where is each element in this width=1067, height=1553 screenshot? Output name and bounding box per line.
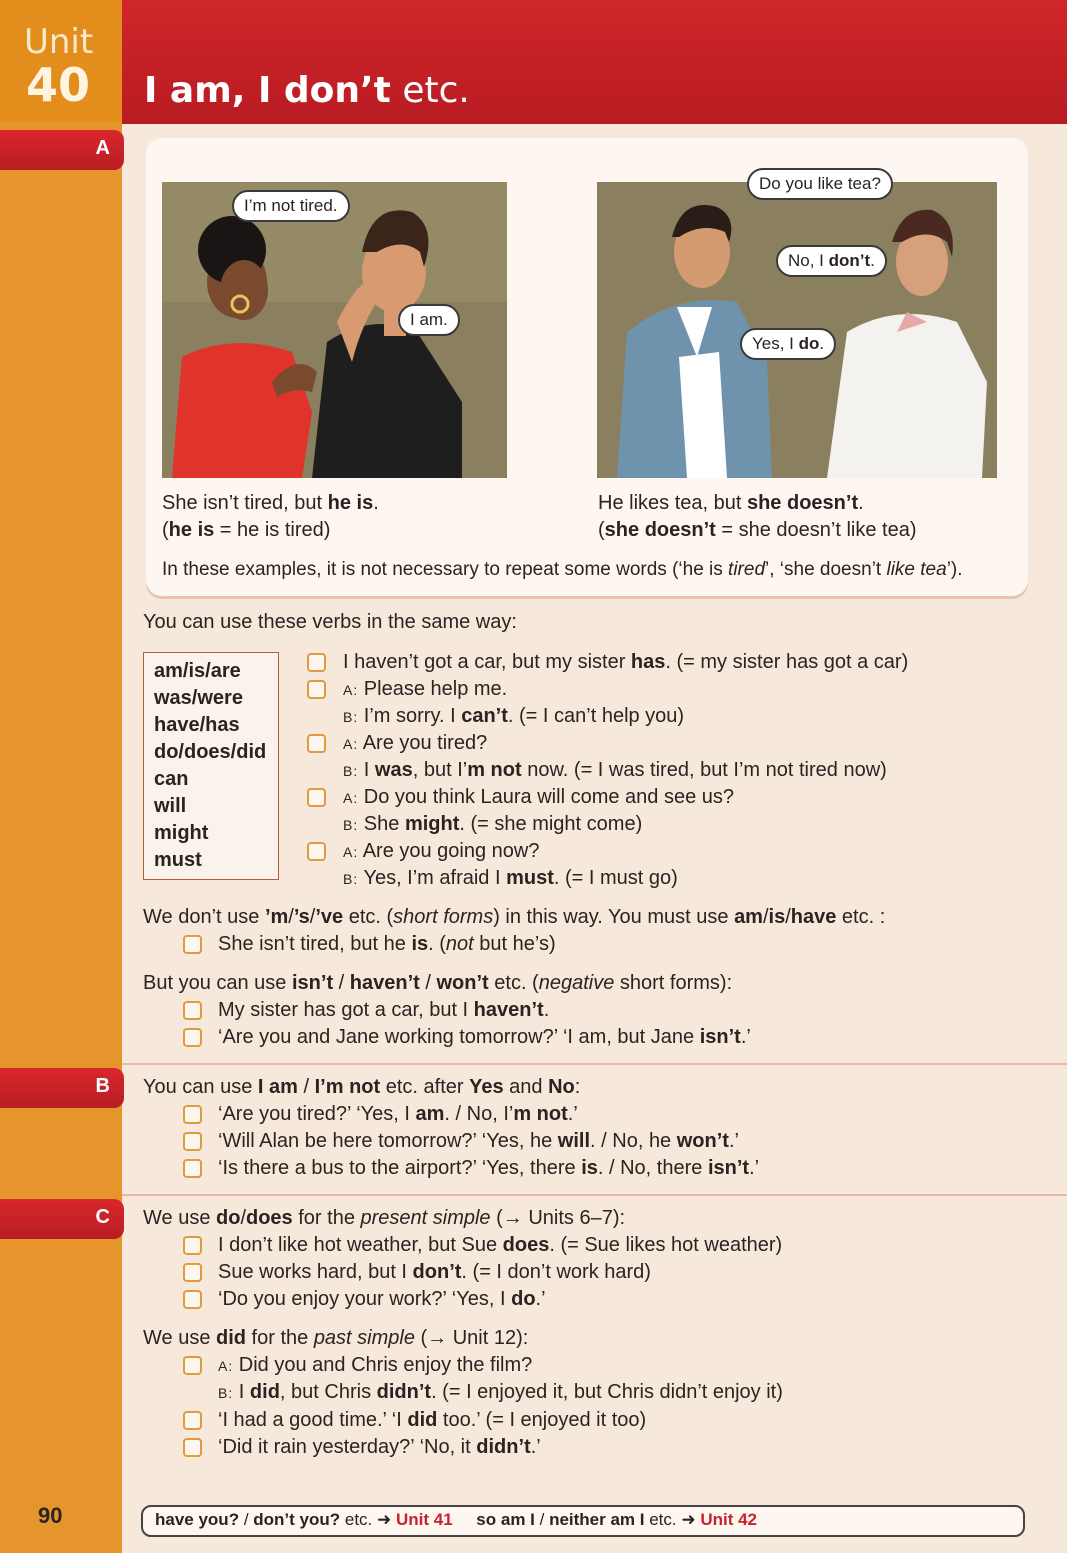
example-text: I bbox=[238, 1381, 250, 1403]
speaker-label: B: bbox=[343, 817, 359, 833]
example-text: . (= I must go) bbox=[553, 867, 678, 889]
caption-left-1 bbox=[162, 490, 379, 517]
caption-text: He likes tea, but bbox=[598, 492, 747, 514]
example-line bbox=[343, 811, 642, 839]
section-letter-c: C bbox=[95, 1206, 110, 1228]
rule-text: / bbox=[333, 972, 350, 994]
rule-text: etc. after bbox=[380, 1076, 470, 1098]
xref-bold: have you? bbox=[155, 1510, 240, 1529]
example-text: I bbox=[363, 759, 375, 781]
example-checkbox[interactable] bbox=[183, 1263, 202, 1282]
example-checkbox[interactable] bbox=[183, 1028, 202, 1047]
section-tab-c bbox=[0, 1199, 124, 1239]
rule-bold: I’m not bbox=[314, 1076, 381, 1098]
example-text: ‘Are you tired?’ ‘Yes, I bbox=[218, 1103, 416, 1125]
example-bold: has bbox=[630, 651, 666, 673]
speaker-label: B: bbox=[218, 1385, 234, 1401]
note-text: ’). bbox=[946, 559, 963, 580]
example-line bbox=[343, 703, 684, 731]
note-text: ’, ‘she doesn’t bbox=[765, 559, 887, 580]
example-text: .’ bbox=[740, 1026, 751, 1048]
speaker-label: A: bbox=[218, 1358, 234, 1374]
cross-reference-box bbox=[141, 1505, 1025, 1537]
example-text: .’ bbox=[530, 1436, 541, 1458]
example-text: now. (= I was tired, but I’m not tired now) bbox=[521, 759, 887, 781]
verb-item: have/has bbox=[154, 714, 240, 736]
example-text: ‘Are you and Jane working tomorrow?’ ‘I am, but Jane bbox=[218, 1026, 700, 1048]
example-line bbox=[218, 1259, 651, 1286]
speech-bubble-i-am: I am. bbox=[398, 304, 460, 336]
example-bold: didn’t bbox=[376, 1381, 432, 1403]
example-line bbox=[218, 1101, 578, 1128]
rule-text: / bbox=[240, 1207, 246, 1229]
xref-text: etc. bbox=[340, 1510, 377, 1529]
example-checkbox[interactable] bbox=[183, 1159, 202, 1178]
example-text: Sue works hard, but I bbox=[218, 1261, 413, 1283]
example-text: I’m sorry. I bbox=[363, 705, 462, 727]
example-bold: did bbox=[407, 1409, 438, 1431]
verbs-intro: You can use these verbs in the same way: bbox=[143, 611, 517, 633]
rule-bold: won’t bbox=[436, 972, 489, 994]
example-text: I haven’t got a car, but my sister bbox=[343, 651, 631, 673]
example-checkbox[interactable] bbox=[307, 842, 326, 861]
example-text: . / No, I’ bbox=[444, 1103, 514, 1125]
example-line bbox=[343, 649, 908, 676]
example-bold: isn’t bbox=[707, 1157, 750, 1179]
xref-text: / bbox=[239, 1510, 254, 1529]
verb-item: might bbox=[154, 822, 209, 844]
example-bold: m not bbox=[467, 759, 522, 781]
verb-item: do/does/did bbox=[154, 741, 267, 763]
rule-text: But you can use bbox=[143, 972, 292, 994]
example-text: .’ bbox=[567, 1103, 578, 1125]
caption-text: . bbox=[373, 492, 379, 514]
rule-text: / bbox=[288, 906, 294, 928]
rule-bold: Yes bbox=[469, 1076, 504, 1098]
rule-bold: ’m bbox=[264, 906, 289, 928]
example-checkbox[interactable] bbox=[307, 653, 326, 672]
example-text: Are you tired? bbox=[362, 732, 488, 754]
page-number: 90 bbox=[38, 1503, 63, 1528]
speaker-label: A: bbox=[343, 844, 359, 860]
note-italic: like tea bbox=[886, 559, 947, 580]
example-text: . / No, he bbox=[590, 1130, 677, 1152]
example-text: . ( bbox=[428, 933, 446, 955]
rule-bold: do bbox=[216, 1207, 241, 1229]
rule-bold: have bbox=[790, 906, 837, 928]
rule-text: / bbox=[785, 906, 791, 928]
rule-bold: haven’t bbox=[349, 972, 420, 994]
rule-text: etc. ( bbox=[488, 972, 539, 994]
speech-bubble-not-tired: I’m not tired. bbox=[232, 190, 350, 222]
xref-bold: don’t you? bbox=[253, 1510, 341, 1529]
caption-text: = she doesn’t like tea) bbox=[715, 519, 917, 541]
section-divider bbox=[122, 1194, 1067, 1196]
rule-bold: did bbox=[216, 1327, 246, 1349]
example-text: , but I’ bbox=[412, 759, 468, 781]
bubble-text: . bbox=[870, 251, 875, 270]
verb-item: can bbox=[154, 768, 189, 790]
example-text: She isn’t tired, but he bbox=[218, 933, 412, 955]
example-text: ‘Do you enjoy your work?’ ‘Yes, I bbox=[218, 1288, 512, 1310]
caption-text: She isn’t tired, but bbox=[162, 492, 328, 514]
section-tab-a bbox=[0, 130, 124, 170]
speaker-label: A: bbox=[343, 736, 359, 752]
rule-bold: am bbox=[734, 906, 763, 928]
example-text: . (= Sue likes hot weather) bbox=[549, 1234, 783, 1256]
example-bold: am bbox=[415, 1103, 445, 1125]
example-line bbox=[218, 1286, 546, 1313]
caption-bold: she doesn’t bbox=[746, 492, 859, 514]
example-bold: will bbox=[557, 1130, 591, 1152]
xref-text: / bbox=[534, 1510, 550, 1529]
speaker-label: B: bbox=[343, 871, 359, 887]
example-bold: might bbox=[404, 813, 460, 835]
caption-left-2 bbox=[162, 517, 330, 544]
example-bold: is bbox=[411, 933, 429, 955]
example-checkbox[interactable] bbox=[307, 788, 326, 807]
xref-text: etc. bbox=[644, 1510, 682, 1529]
caption-text: . bbox=[858, 492, 864, 514]
example-bold: did bbox=[249, 1381, 280, 1403]
example-text: . (= she might come) bbox=[459, 813, 643, 835]
example-checkbox[interactable] bbox=[307, 680, 326, 699]
example-bold: isn’t bbox=[699, 1026, 741, 1048]
rule-italic: present simple bbox=[360, 1207, 491, 1229]
section-letter-a: A bbox=[95, 137, 110, 159]
example-checkbox[interactable] bbox=[183, 1105, 202, 1124]
speaker-label: A: bbox=[343, 790, 359, 806]
example-line bbox=[218, 1434, 541, 1461]
rule-text: / bbox=[762, 906, 769, 928]
arrow-icon: ➜ bbox=[377, 1510, 392, 1529]
example-line bbox=[343, 676, 507, 704]
example-checkbox[interactable] bbox=[183, 1411, 202, 1430]
rule-text: short forms): bbox=[614, 972, 733, 994]
verb-item: am/is/are bbox=[154, 660, 241, 682]
unit-number: 40 bbox=[26, 58, 91, 112]
verb-item: will bbox=[154, 795, 187, 817]
unit-label: Unit bbox=[24, 22, 94, 62]
example-bold: must bbox=[506, 867, 554, 889]
title-main: I am, I don’t bbox=[144, 70, 391, 111]
rule-bold: ’s bbox=[293, 906, 310, 928]
example-checkbox[interactable] bbox=[183, 1438, 202, 1457]
cross-reference-text bbox=[155, 1507, 757, 1533]
section-letter-b: B bbox=[95, 1075, 110, 1097]
example-line bbox=[343, 730, 487, 758]
rule-italic: negative bbox=[538, 972, 615, 994]
bubble-text: . bbox=[819, 334, 825, 353]
caption-bold: he is bbox=[327, 492, 374, 514]
rule-text: / bbox=[297, 1076, 315, 1098]
caption-text: ( bbox=[598, 519, 605, 541]
example-bold: can’t bbox=[461, 705, 508, 727]
section-c-intro-2 bbox=[143, 1325, 528, 1352]
example-text: too.’ (= I enjoyed it too) bbox=[437, 1409, 647, 1431]
example-text: ‘Is there a bus to the airport?’ ‘Yes, there bbox=[218, 1157, 582, 1179]
example-text: .’ bbox=[749, 1157, 760, 1179]
short-forms-rule bbox=[143, 904, 885, 931]
rule-text: (→ Units 6–7): bbox=[490, 1207, 626, 1229]
rule-text: / bbox=[419, 972, 437, 994]
section-b-intro bbox=[143, 1074, 580, 1101]
example-bold: don’t bbox=[412, 1261, 462, 1283]
caption-right-2 bbox=[598, 517, 917, 544]
rule-bold: isn’t bbox=[291, 972, 334, 994]
example-line bbox=[343, 784, 734, 812]
xref-bold: neither am I bbox=[549, 1510, 645, 1529]
example-bold: m not bbox=[513, 1103, 568, 1125]
example-checkbox[interactable] bbox=[183, 1356, 202, 1375]
rule-text: (→ Unit 12): bbox=[414, 1327, 529, 1349]
link-unit-42[interactable]: Unit 42 bbox=[700, 1510, 758, 1529]
rule-bold: ’ve bbox=[315, 906, 344, 928]
example-text: Did you and Chris enjoy the film? bbox=[238, 1354, 533, 1376]
example-text: but he’s) bbox=[473, 933, 556, 955]
example-line bbox=[218, 1379, 783, 1407]
example-line bbox=[343, 757, 887, 785]
example-text: Do you think Laura will come and see us? bbox=[363, 786, 735, 808]
example-text: Please help me. bbox=[363, 678, 508, 700]
caption-right-1 bbox=[598, 490, 864, 517]
note-italic: tired bbox=[728, 559, 766, 580]
example-text: . (= I can’t help you) bbox=[507, 705, 685, 727]
rule-text: and bbox=[503, 1076, 549, 1098]
example-text: .’ bbox=[728, 1130, 739, 1152]
example-checkbox[interactable] bbox=[183, 1001, 202, 1020]
speaker-label: B: bbox=[343, 763, 359, 779]
page-title bbox=[144, 70, 470, 111]
caption-text: = he is tired) bbox=[214, 519, 331, 541]
example-text: Are you going now? bbox=[362, 840, 540, 862]
example-text: ‘Did it rain yesterday?’ ‘No, it bbox=[218, 1436, 477, 1458]
example-checkbox[interactable] bbox=[183, 935, 202, 954]
rule-text: for the bbox=[246, 1327, 314, 1349]
verb-item: was/were bbox=[154, 687, 243, 709]
example-line bbox=[218, 1155, 759, 1182]
xref-bold: so am I bbox=[476, 1510, 535, 1529]
example-bold: does bbox=[502, 1234, 550, 1256]
rule-italic: past simple bbox=[313, 1327, 415, 1349]
example-italic: not bbox=[445, 933, 474, 955]
example-checkbox[interactable] bbox=[307, 734, 326, 753]
caption-bold: he is bbox=[168, 519, 215, 541]
example-bold: didn’t bbox=[476, 1436, 531, 1458]
rule-bold: does bbox=[246, 1207, 293, 1229]
rule-text: We don’t use bbox=[143, 906, 265, 928]
example-line bbox=[218, 1407, 646, 1434]
bubble-text: No, I bbox=[788, 251, 829, 270]
rule-text: We use bbox=[143, 1327, 216, 1349]
example-line bbox=[218, 931, 556, 958]
example-bold: do bbox=[511, 1288, 536, 1310]
example-checkbox[interactable] bbox=[183, 1236, 202, 1255]
speech-bubble-yes-do bbox=[740, 328, 836, 360]
rule-bold: No bbox=[548, 1076, 575, 1098]
example-text: . (= I don’t work hard) bbox=[461, 1261, 651, 1283]
example-line bbox=[218, 1024, 751, 1051]
rule-text: etc. : bbox=[836, 906, 886, 928]
section-c-intro-1 bbox=[143, 1205, 625, 1232]
verb-item: must bbox=[154, 849, 202, 871]
bubble-bold: don’t bbox=[828, 251, 871, 270]
arrow-icon: ➜ bbox=[681, 1510, 696, 1529]
example-checkbox[interactable] bbox=[183, 1290, 202, 1309]
example-text: ‘I had a good time.’ ‘I bbox=[218, 1409, 408, 1431]
caption-bold: she doesn’t bbox=[604, 519, 716, 541]
example-text: , but Chris bbox=[279, 1381, 377, 1403]
example-line bbox=[218, 997, 549, 1024]
example-line bbox=[218, 1128, 739, 1155]
rule-text: for the bbox=[292, 1207, 361, 1229]
verbs-box bbox=[143, 652, 279, 880]
example-text: My sister has got a car, but I bbox=[218, 999, 474, 1021]
rule-bold: I am bbox=[257, 1076, 298, 1098]
example-line bbox=[343, 838, 539, 866]
note-text: In these examples, it is not necessary to repeat some words (‘he is bbox=[162, 559, 729, 580]
example-text: I don’t like hot weather, but Sue bbox=[218, 1234, 503, 1256]
example-bold: was bbox=[374, 759, 413, 781]
rule-italic: short forms bbox=[393, 906, 494, 928]
rule-text: We use bbox=[143, 1207, 216, 1229]
unit-badge bbox=[0, 0, 122, 122]
example-text: Yes, I’m afraid I bbox=[363, 867, 507, 889]
example-bold: is bbox=[581, 1157, 598, 1179]
example-checkbox[interactable] bbox=[183, 1132, 202, 1151]
speaker-label: B: bbox=[343, 709, 359, 725]
example-bold: haven’t bbox=[473, 999, 544, 1021]
example-text: She bbox=[363, 813, 405, 835]
rule-text: You can use bbox=[143, 1076, 258, 1098]
section-tab-b bbox=[0, 1068, 124, 1108]
speech-bubble-like-tea: Do you like tea? bbox=[747, 168, 893, 200]
negative-forms-rule bbox=[143, 970, 732, 997]
section-divider bbox=[122, 1063, 1067, 1065]
panel-note bbox=[162, 556, 963, 583]
link-unit-41[interactable]: Unit 41 bbox=[395, 1510, 453, 1529]
speaker-label: A: bbox=[343, 682, 359, 698]
example-line bbox=[343, 865, 678, 893]
rule-bold: is bbox=[768, 906, 786, 928]
title-suffix: etc. bbox=[390, 70, 470, 111]
example-text: . / No, there bbox=[597, 1157, 708, 1179]
example-text: .’ bbox=[535, 1288, 546, 1310]
example-line bbox=[218, 1232, 782, 1259]
rule-text: ) in this way. You must use bbox=[493, 906, 735, 928]
example-line bbox=[218, 1352, 532, 1380]
example-text: . bbox=[543, 999, 550, 1021]
bubble-bold: do bbox=[798, 334, 820, 353]
speech-bubble-no-dont bbox=[776, 245, 887, 277]
rule-text: etc. ( bbox=[343, 906, 394, 928]
rule-text: / bbox=[309, 906, 316, 928]
bubble-text: Yes, I bbox=[752, 334, 799, 353]
left-margin-band bbox=[0, 0, 122, 1553]
example-text: . (= my sister has got a car) bbox=[665, 651, 909, 673]
example-text: ‘Will Alan be here tomorrow?’ ‘Yes, he bbox=[218, 1130, 558, 1152]
caption-text: ( bbox=[162, 519, 169, 541]
rule-text: : bbox=[574, 1076, 581, 1098]
example-text: . (= I enjoyed it, but Chris didn’t enjoy it) bbox=[431, 1381, 783, 1403]
example-bold: won’t bbox=[676, 1130, 729, 1152]
